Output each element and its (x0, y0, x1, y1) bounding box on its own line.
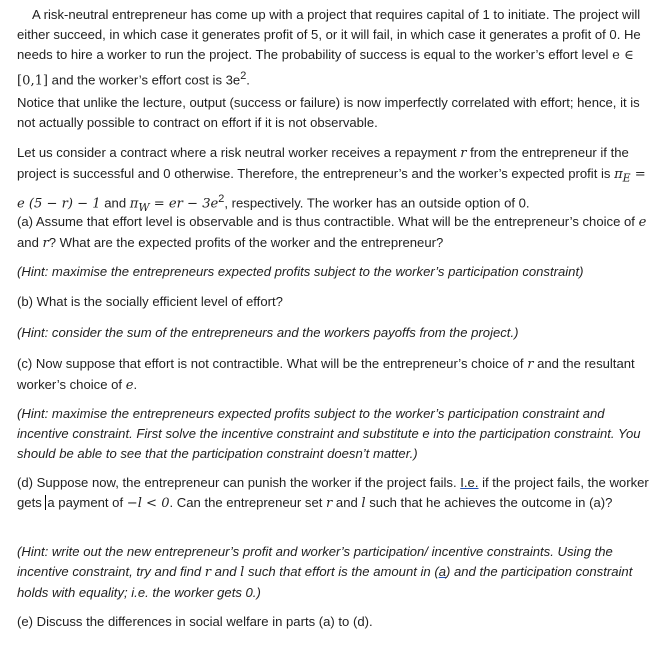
effort-range-math: e ∈ [0,1] (17, 48, 634, 89)
question-a-r: r (42, 236, 49, 251)
question-d-hint-and: and (211, 564, 241, 579)
notice-paragraph: Notice that unlike the lecture, output (success or failure) is now imperfectly correlated with effort; hence, it is not actually possible to contract on effort if it is not observable. (17, 95, 640, 130)
question-d-r: r (326, 496, 333, 511)
question-c-hint: (Hint: maximise the entrepreneurs expected profits subject to the worker’s participation constraint and incentive constraint. First solve the incentive constraint and substitute e into the participation constraint. You should be able to see that the participation constraint doesn’t matter.) (17, 406, 641, 461)
question-d-text-1: (d) Suppose now, the entrepreneur can punish the worker if the project fails. (17, 475, 461, 490)
question-e: (e) Discuss the differences in social welfare in parts (a) to (d). (17, 614, 373, 629)
question-a (17, 212, 651, 254)
question-a-e: e (638, 215, 647, 230)
question-d (17, 473, 651, 514)
worker-profit-symbol: π (129, 195, 139, 211)
question-a-hint: (Hint: maximise the entrepreneurs expected profits subject to the worker’s participation constraint) (17, 264, 584, 279)
question-b: (b) What is the socially efficient level of effort? (17, 294, 283, 309)
question-d-hint-l: l (240, 565, 245, 580)
question-d-text-5: such that he achieves the outcome in (a)? (365, 495, 613, 510)
question-a-and: and (17, 235, 43, 250)
question-c-r: r (527, 357, 534, 372)
question-c-text-1: (c) Now suppose that effort is not contractible. What will be the entrepreneur’s choice of (17, 356, 528, 371)
question-d-hint (17, 542, 651, 603)
question-c-text-3: . (133, 377, 138, 392)
question-c (17, 354, 651, 396)
question-c-text-2: and the resultant worker’s choice of (17, 356, 635, 392)
worker-profit-equation: = er − 3e (149, 195, 219, 211)
entrepreneur-profit-equation: = e (5 − r) − 1 (17, 167, 646, 211)
contract-text-1: Let us consider a contract where a risk neutral worker receives a repayment (17, 145, 461, 160)
question-d-hint-1: (Hint: write out the new entrepreneur’s profit and worker’s participation/ incentive constraints. Using the incentive constraint, try and find (17, 544, 613, 579)
contract-paragraph (17, 143, 651, 218)
intro-text-3: . (246, 72, 250, 88)
question-a-text-2: ? What are the expected profits of the worker and the entrepreneur? (48, 235, 444, 250)
question-c-e: e (125, 378, 134, 393)
question-d-text-3: a payment of (47, 495, 127, 510)
question-d-text-4: . Can the entrepreneur set (169, 495, 327, 510)
question-d-hint-2: such that effort is the amount in ( (244, 564, 439, 579)
contract-text-3: , respectively. The worker has an outside option of 0. (224, 194, 530, 210)
question-d-hint-3: ) and the participation constraint holds with equality; i.e. the worker gets 0.) (17, 564, 633, 600)
intro-text-2: and the worker’s effort cost is 3e (48, 72, 241, 88)
question-d-text-2: if the project fails, the worker gets (17, 475, 649, 510)
worker-profit-exponent: 2 (218, 192, 225, 205)
question-d-hint-a: a (438, 564, 446, 579)
punishment-math: −l < 0 (126, 496, 170, 511)
worker-profit-subscript: W (138, 200, 150, 214)
intro-text-1: A risk-neutral entrepreneur has come up with a project that requires capital of 1 to initiate. The project will either succeed, in which case it generates profit of 5, or it will fail, in which case it generates a profit of 0. He needs to hire a worker to run the project. The probability of success is equal to the worker’s effort level (17, 7, 641, 62)
question-d-hint-r: r (204, 565, 212, 580)
contract-text-2: from the entrepreneur if the project is successful and 0 otherwise. Therefore, the entrepreneur’s and the worker’s expected profit is (17, 145, 629, 181)
entrepreneur-profit-subscript: E (622, 171, 631, 185)
question-d-and: and (332, 495, 362, 510)
question-b-hint: (Hint: consider the sum of the entrepreneurs and the workers payoffs from the project.) (17, 325, 519, 340)
contract-and: and (100, 194, 130, 210)
repayment-r-math: r (460, 146, 467, 161)
effort-cost-exponent: 2 (240, 70, 247, 82)
intro-paragraph (17, 5, 651, 91)
ie-abbreviation: I.e. (460, 475, 479, 490)
question-d-l: l (361, 496, 366, 511)
question-a-text-1: (a) Assume that effort level is observable and is thus contractible. What will be the entrepreneur’s choice of (17, 214, 639, 229)
entrepreneur-profit-symbol: π (614, 167, 623, 182)
